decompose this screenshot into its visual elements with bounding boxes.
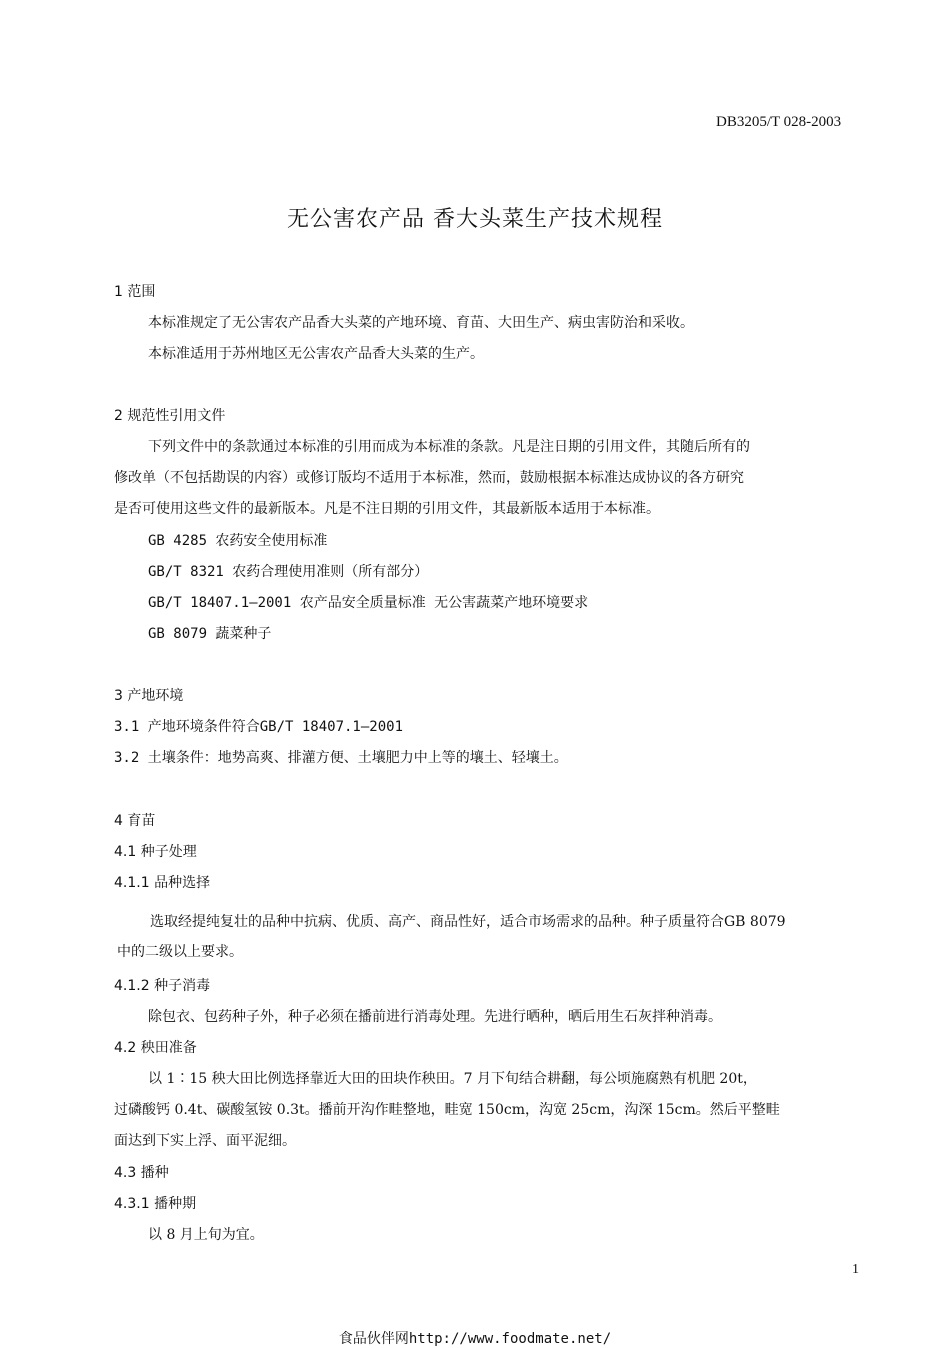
section-2-paragraph-line-2: 修改单（不包括勘误的内容）或修订版均不适用于本标准，然而，鼓励根据本标准达成协议的各方研究 <box>114 470 744 486</box>
section-4-1-1-line-1: 选取经提纯复壮的品种中抗病、优质、高产、商品性好，适合市场需求的品种。种子质量符合GB 8079 <box>150 914 786 930</box>
reference-item: GB 4285 农药安全使用标准 <box>148 533 328 549</box>
section-4-1-1-line-2: 中的二级以上要求。 <box>117 944 243 960</box>
document-title: 无公害农产品 香大头菜生产技术规程 <box>287 207 663 232</box>
reference-item: GB 8079 蔬菜种子 <box>148 626 272 642</box>
page-number: 1 <box>852 1262 859 1277</box>
section-1-heading: 1 范围 <box>114 284 156 300</box>
section-4-2-line-3: 面达到下实上浮、面平泥细。 <box>114 1133 296 1149</box>
section-4-2-line-2: 过磷酸钙 0.4t、碳酸氢铵 0.3t。播前开沟作畦整地，畦宽 150cm，沟宽 25cm，沟深 15cm。然后平整畦 <box>114 1102 780 1118</box>
section-2-heading: 2 规范性引用文件 <box>114 408 226 424</box>
section-4-2-line-1: 以 1∶15 秧大田比例选择靠近大田的田块作秧田。7 月下旬结合耕翻，每公顷施腐熟有机肥 20t， <box>148 1071 757 1087</box>
section-2-paragraph-line-1: 下列文件中的条款通过本标准的引用而成为本标准的条款。凡是注日期的引用文件，其随后所有的 <box>148 439 750 455</box>
section-3-heading: 3 产地环境 <box>114 688 184 704</box>
section-4-1-2-heading: 4.1.2 种子消毒 <box>114 978 211 994</box>
section-1-paragraph-1: 本标准规定了无公害农产品香大头菜的产地环境、育苗、大田生产、病虫害防治和采收。 <box>148 315 694 331</box>
section-3-1: 3.1 产地环境条件符合GB/T 18407.1—2001 <box>114 719 404 735</box>
section-4-3-1-paragraph: 以 8 月上旬为宜。 <box>148 1227 264 1243</box>
section-4-2-heading: 4.2 秧田准备 <box>114 1040 197 1056</box>
standard-number: DB3205/T 028-2003 <box>716 114 842 130</box>
section-4-heading: 4 育苗 <box>114 813 156 829</box>
section-3-2: 3.2 土壤条件：地势高爽、排灌方便、土壤肥力中上等的壤土、轻壤土。 <box>114 750 568 766</box>
reference-item: GB/T 8321 农药合理使用准则（所有部分） <box>148 564 429 580</box>
footer-url-link[interactable]: http://www.foodmate.net/ <box>408 1331 612 1347</box>
footer-site-name: 食品伙伴网 <box>338 1331 409 1347</box>
reference-item: GB/T 18407.1—2001 农产品安全质量标准 无公害蔬菜产地环境要求 <box>148 595 589 611</box>
section-4-1-heading: 4.1 种子处理 <box>114 844 197 860</box>
section-4-3-heading: 4.3 播种 <box>114 1165 169 1181</box>
section-4-1-1-heading: 4.1.1 品种选择 <box>114 875 211 891</box>
section-1-paragraph-2: 本标准适用于苏州地区无公害农产品香大头菜的生产。 <box>148 346 484 362</box>
section-4-3-1-heading: 4.3.1 播种期 <box>114 1196 197 1212</box>
section-2-paragraph-line-3: 是否可使用这些文件的最新版本。凡是不注日期的引用文件，其最新版本适用于本标准。 <box>114 501 660 517</box>
section-4-1-2-paragraph: 除包衣、包药种子外，种子必须在播前进行消毒处理。先进行晒种，晒后用生石灰拌种消毒。 <box>148 1009 722 1025</box>
footer <box>0 1328 950 1348</box>
